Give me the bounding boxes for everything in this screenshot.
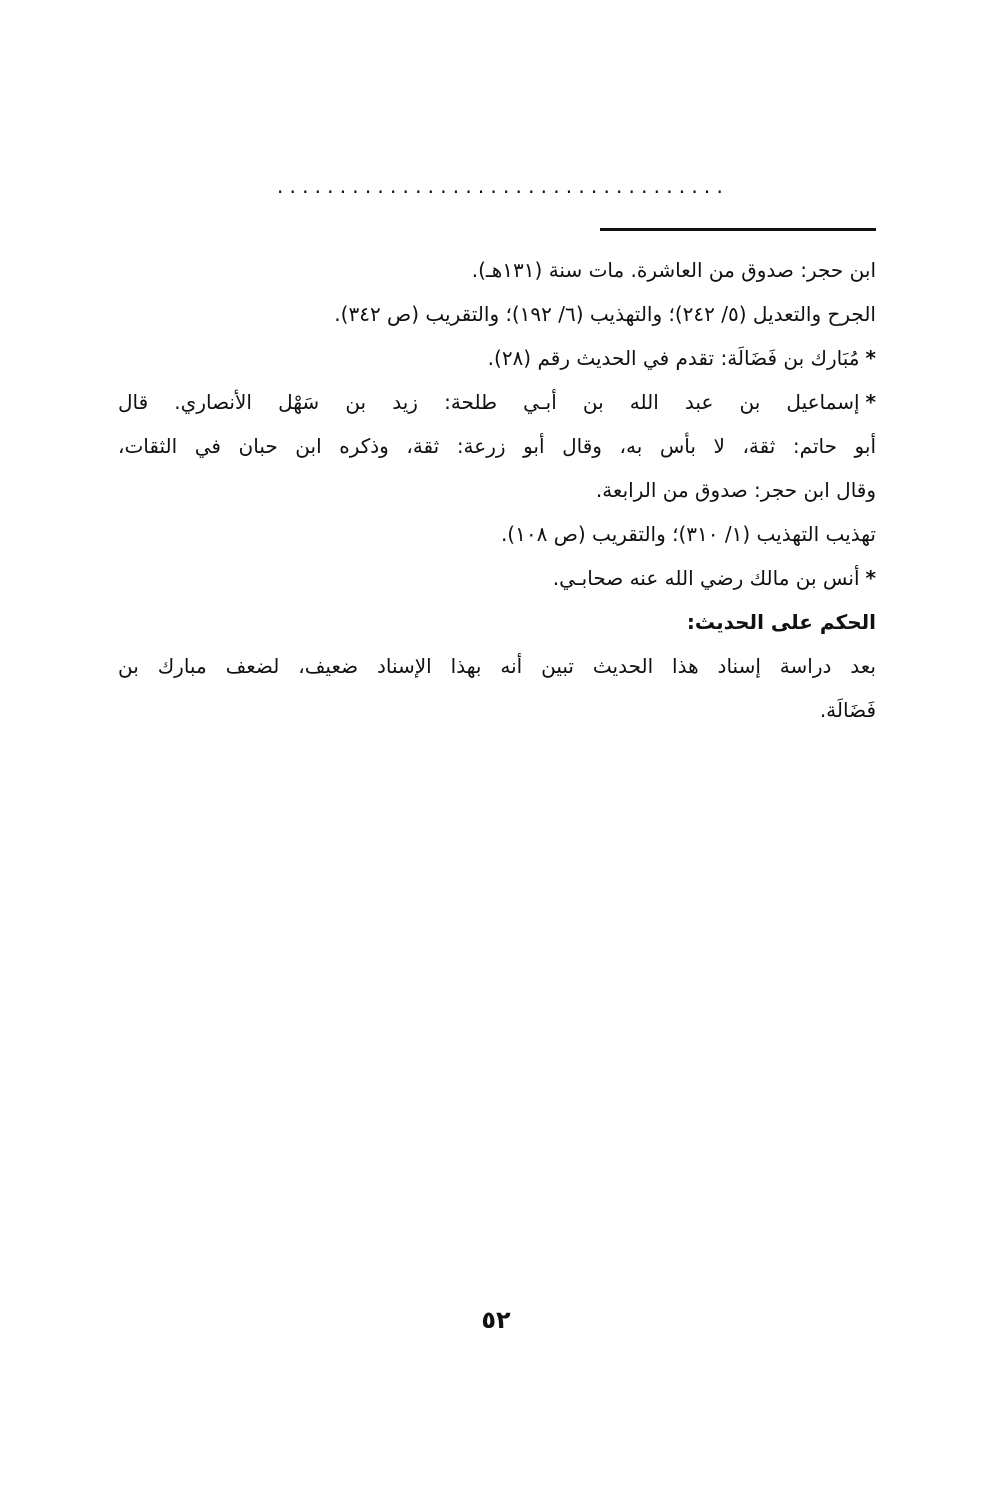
text-line (118, 556, 876, 600)
footnote-text-block (118, 248, 876, 732)
text-line (118, 380, 876, 424)
bullet-star-icon: * (865, 390, 876, 414)
text-line: ابن حجر: صدوق من العاشرة. مات سنة (١٣١هـ). (471, 258, 876, 282)
footnote-rule (600, 228, 876, 231)
text-line-content: مُبَارك بن فَضَالَة: تقدم في الحديث رقم (٢٨). (487, 346, 860, 370)
text-line: وقال ابن حجر: صدوق من الرابعة. (595, 478, 876, 502)
section-heading: الحكم على الحديث: (686, 610, 876, 634)
text-line-content: إسماعيل بن عبد الله بن أبـي طلحة: زيد بن سَهْل الأنصاري. قال (118, 390, 860, 414)
text-line-content: أنس بن مالك رضي الله عنه صحابـي. (552, 566, 860, 590)
text-line: تهذيب التهذيب (١/ ٣١٠)؛ والتقريب (ص ١٠٨). (500, 522, 876, 546)
text-line (118, 336, 876, 380)
text-line: بعد دراسة إسناد هذا الحديث تبين أنه بهذا الإسناد ضعيف، لضعف مبارك بن (118, 654, 876, 678)
text-line: فَضَالَة. (819, 698, 876, 722)
text-line: الجرح والتعديل (٥/ ٢٤٢)؛ والتهذيب (٦/ ١٩٢)؛ والتقريب (ص ٣٤٢). (334, 302, 876, 326)
dotted-separator: .................................... (276, 176, 730, 196)
page-number: ٥٢ (481, 1306, 511, 1334)
text-line: أبو حاتم: ثقة، لا بأس به، وقال أبو زرعة: ثقة، وذكره ابن حبان في الثقات، (118, 434, 876, 458)
bullet-star-icon: * (865, 346, 876, 370)
bullet-star-icon: * (865, 566, 876, 590)
